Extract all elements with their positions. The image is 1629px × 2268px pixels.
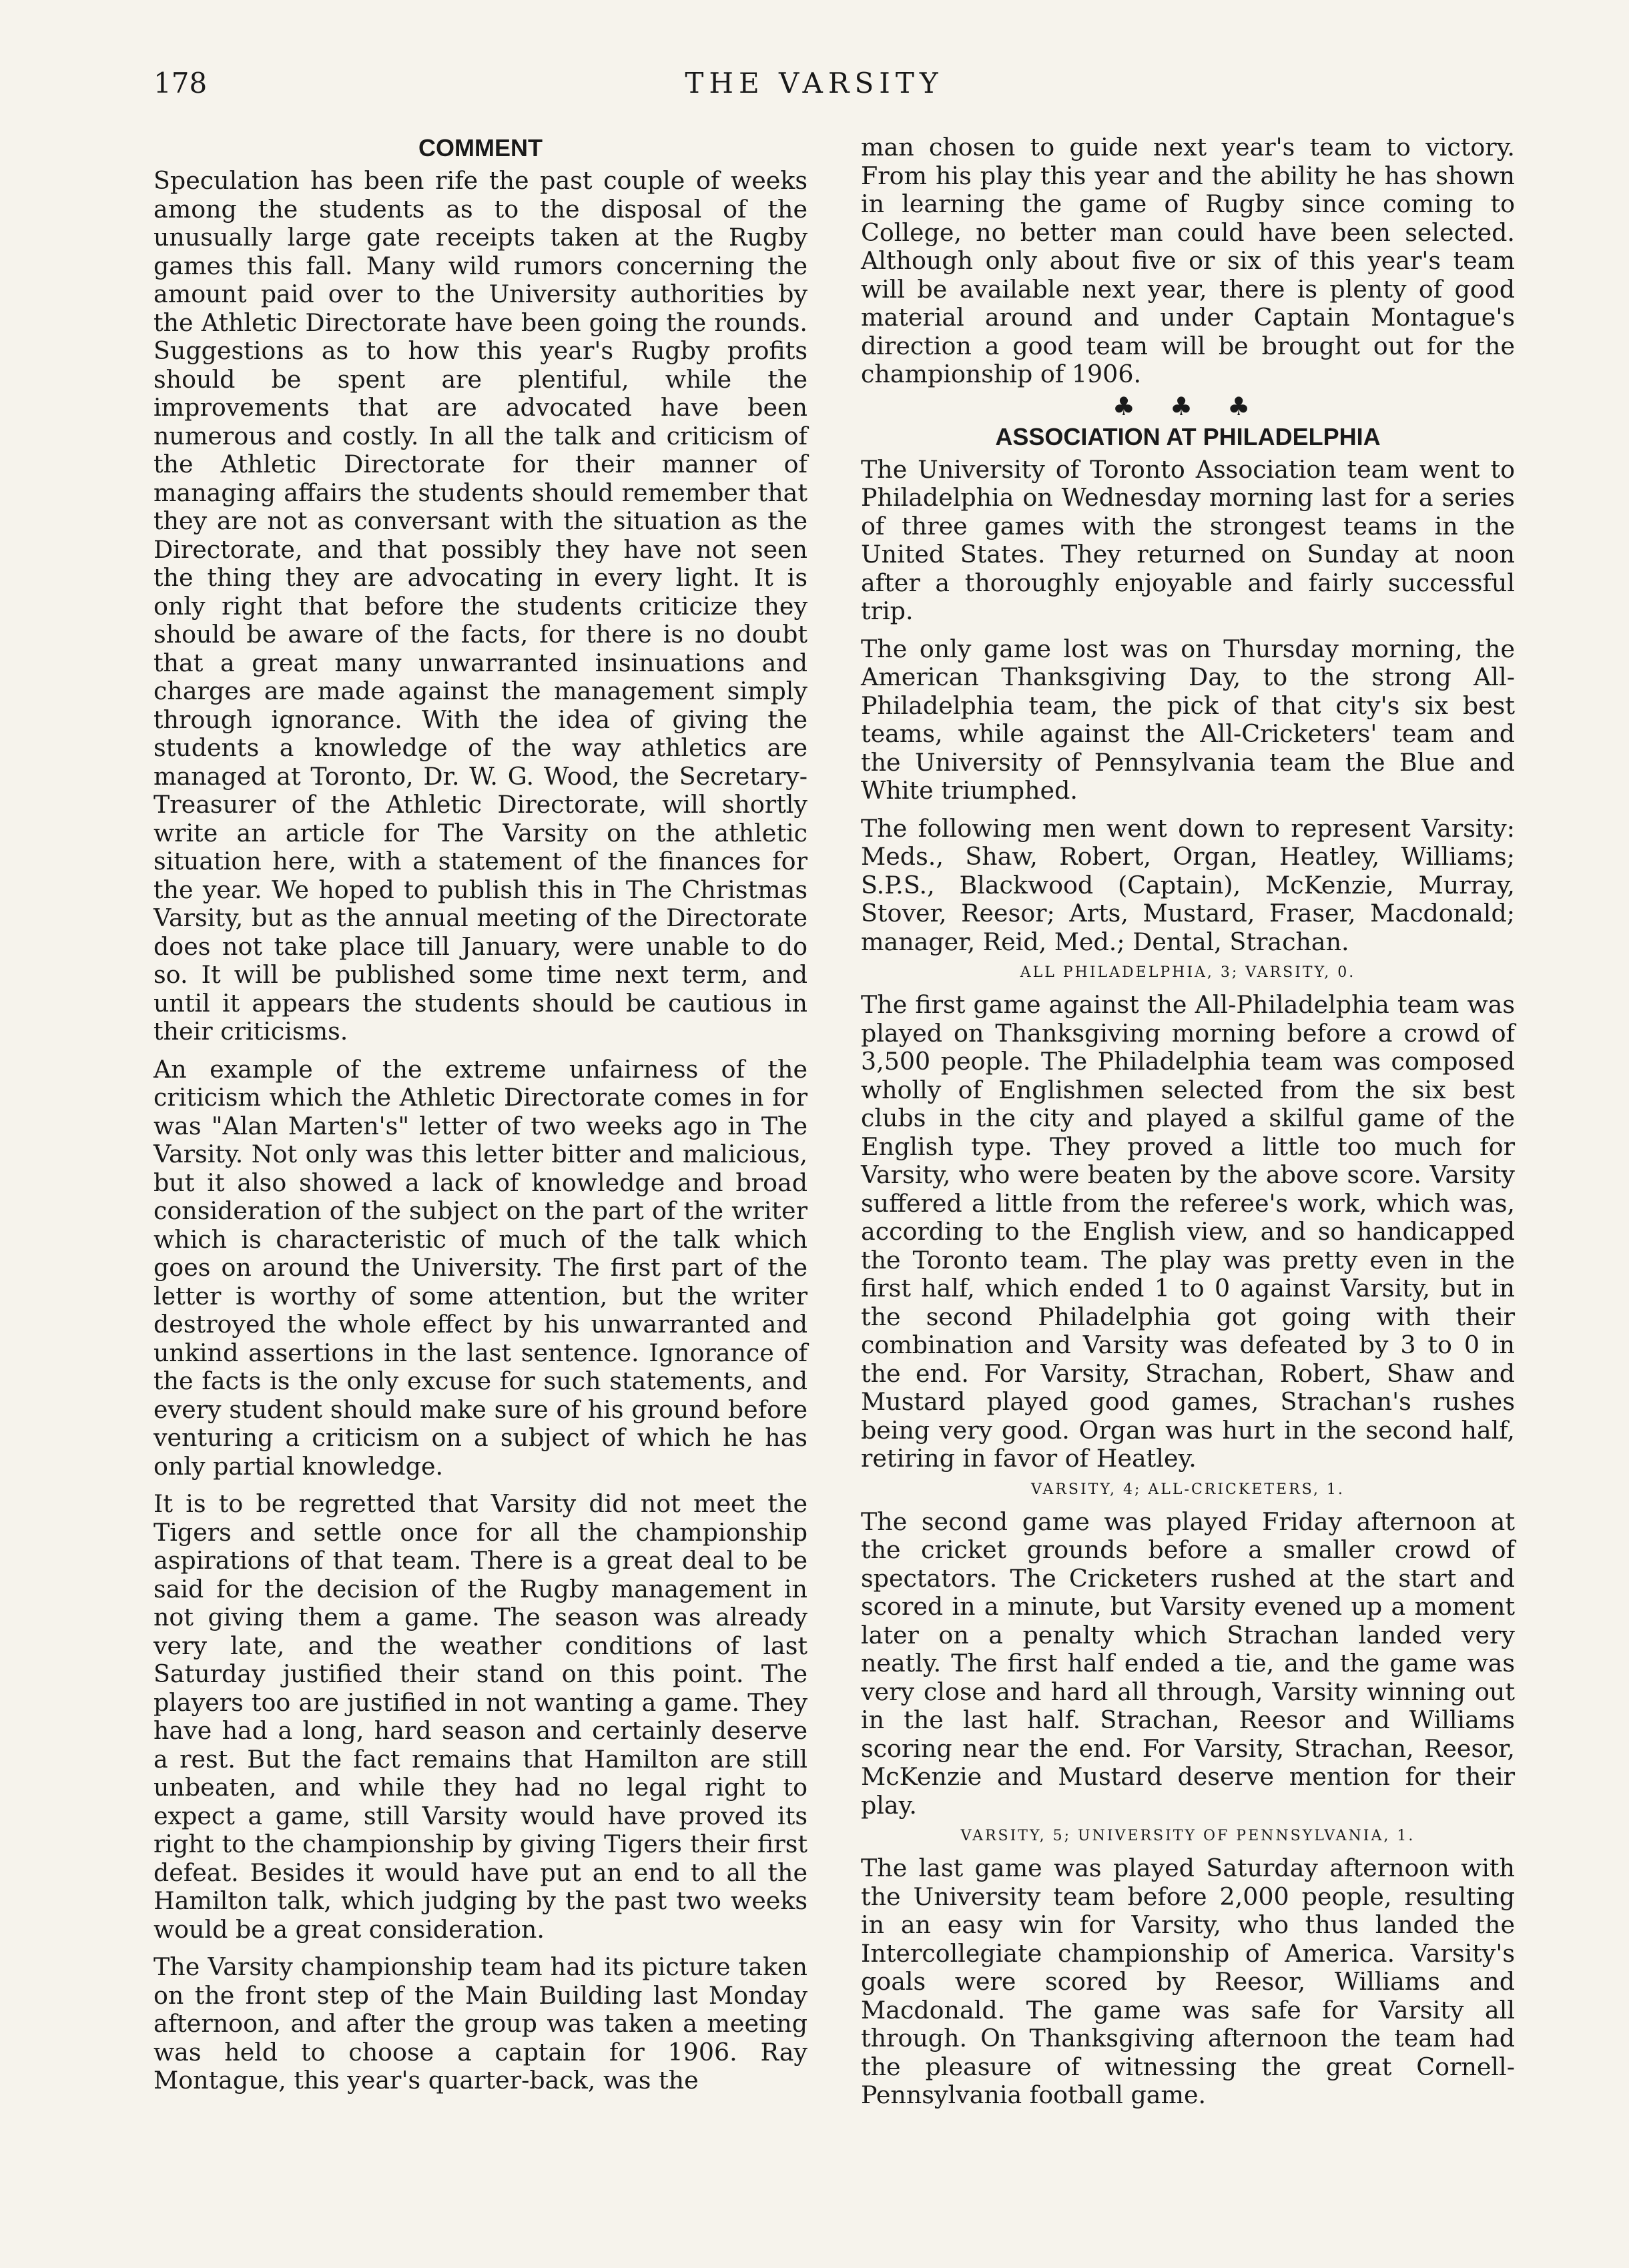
game-report: The first game against the All-Philadelphia team was played on Thanksgiving morning before a crowd of 3,500 people. The Philadelphia team was composed wholly of Englishmen selected from the six best clubs in the city and played a skilful game of the English type. They proved a little too much for Varsity, who were beaten by the above score. Varsity suffered a little from the referee's work, which was, according to the English view, and so handicapped the Toronto team. The play was pretty even in the first half, which ended 1 to 0 against Varsity, but in the second Philadelphia got going with their combination and Varsity was defeated by 3 to 0 in the end. For Varsity, Strachan, Robert, Shaw and Mustard played good games, Strachan's rushes being very good. Organ was hurt in the second half, retiring in favor of Heatley.: [861, 990, 1515, 1473]
comment-paragraph: Speculation has been rife the past couple of weeks among the students as to the disposal of the unusually large gate receipts taken at the Rugby games this fall. Many wild rumors concerning the amount paid over to the University authorities by the Athletic Directorate have been going the rounds. Suggestions as to how this year's Rugby profits should be spent are plentiful, while the improvements that are advocated have been numerous and costly. In all the talk and criticism of the Athletic Directorate for their manner of managing affairs the students should remember that they are not as conversant with the situation as the Directorate, and that possibly they have not seen the thing they are advocating in every light. It is only right that before the students criticize they should be aware of the facts, for there is no doubt that a great many unwarranted insinuations and charges are made against the management simply through ignorance. With the idea of giving the students a knowledge of the way athletics are managed at Toronto, Dr. W. G. Wood, the Secretary-Treasurer of the Athletic Directorate, will shortly write an article for The Varsity on the athletic situation here, with a statement of the finances for the year. We hoped to publish this in The Christmas Varsity, but as the annual meeting of the Directorate does not take place till January, were unable to do so. It will be published some time next term, and until it appears the students should be cautious in their criticisms.: [153, 166, 807, 1046]
association-heading: ASSOCIATION AT PHILADELPHIA: [995, 422, 1381, 450]
left-column: [153, 133, 807, 2095]
comment-paragraph: The Varsity championship team had its picture taken on the front step of the Main Building last Monday afternoon, and after the group was taken a meeting was held to choose a captain for 1906. Ray Montague, this year's quarter-back, was the: [153, 1952, 807, 2095]
ornament-clubs-icon: ♣ ♣ ♣: [1112, 391, 1264, 421]
association-paragraph: The University of Toronto Association team went to Philadelphia on Wednesday morning last for a series of three games with the strongest teams in the United States. They returned on Sunday at noon after a thoroughly enjoyable and fairly successful trip.: [861, 454, 1515, 625]
comment-paragraph: An example of the extreme unfairness of the criticism which the Athletic Directorate comes in for was "Alan Marten's" letter of two weeks ago in The Varsity. Not only was this letter bitter and malicious, but it also showed a lack of knowledge and broad consideration of the subject on the part of the writer which is characteristic of much of the talk which goes on around the University. The first part of the letter is worthy of some attention, but the writer destroyed the whole effect by his unwarranted and unkind assertions in the last sentence. Ignorance of the facts is the only excuse for such statements, and every student should make sure of his ground before venturing a criticism on a subject of which he has only partial knowledge.: [153, 1054, 807, 1481]
comment-paragraph: It is to be regretted that Varsity did not meet the Tigers and settle once for all the championship aspirations of that team. There is a great deal to be said for the decision of the Rugby management in not giving them a game. The season was already very late, and the weather conditions of last Saturday justified their stand on this point. The players too are justified in not wanting a game. They have had a long, hard season and certainly deserve a rest. But the fact remains that Hamilton are still unbeaten, and while they had no legal right to expect a game, still Varsity would have proved its right to the championship by giving Tigers their first defeat. Besides it would have put an end to all the Hamilton talk, which judging by the past two weeks would be a great consideration.: [153, 1489, 807, 1944]
game-report: The last game was played Saturday afternoon with the University team before 2,000 people, resulting in an easy win for Varsity, who thus landed the Intercollegiate championship of America. Varsity's goals were scored by Reesor, Williams and Macdonald. The game was safe for Varsity all through. On Thanksgiving afternoon the team had the pleasure of witnessing the great Cornell-Pennsylvania football game.: [861, 1854, 1515, 2109]
journal-title: THE VARSITY: [685, 67, 944, 99]
game-subhead: ALL PHILADELPHIA, 3; VARSITY, 0.: [1020, 964, 1356, 981]
association-paragraph: The only game lost was on Thursday morning, the American Thanksgiving Day, to the strong All-Philadelphia team, the pick of that city's six best teams, while against the All-Cricketers' team and the University of Pennsylvania team the Blue and White triumphed.: [861, 634, 1515, 805]
comment-heading: COMMENT: [418, 134, 543, 161]
right-column: [861, 133, 1515, 2110]
association-paragraph: The following men went down to represent Varsity: Meds., Shaw, Robert, Organ, Heatley, Williams; S.P.S., Blackwood (Captain), McKenzie, Murray, Stover, Reesor; Arts, Mustard, Fraser, Macdonald; manager, Reid, Med.; Dental, Strachan.: [861, 813, 1515, 956]
page-header: [153, 67, 1475, 107]
comment-continuation: man chosen to guide next year's team to victory. From his play this year and the ability he has shown in learning the game of Rugby since coming to College, no better man could have been selected. Although only about five or six of this year's team will be available next year, there is plenty of good material around and under Captain Montague's direction a good team will be brought out for the championship of 1906.: [861, 133, 1515, 388]
game-subhead: VARSITY, 4; ALL-CRICKETERS, 1.: [1031, 1481, 1345, 1498]
game-report: The second game was played Friday afternoon at the cricket grounds before a smaller crowd of spectators. The Cricketers rushed at the start and scored in a minute, but Varsity evened up a moment later on a penalty which Strachan landed very neatly. The first half ended a tie, and the game was very close and hard all through, Varsity winning out in the last half. Strachan, Reesor and Williams scoring near the end. For Varsity, Strachan, Reesor, McKenzie and Mustard deserve mention for their play.: [861, 1507, 1515, 1820]
game-subhead: VARSITY, 5; UNIVERSITY OF PENNSYLVANIA, 1.: [960, 1828, 1415, 1844]
page-number: 178: [153, 67, 208, 99]
